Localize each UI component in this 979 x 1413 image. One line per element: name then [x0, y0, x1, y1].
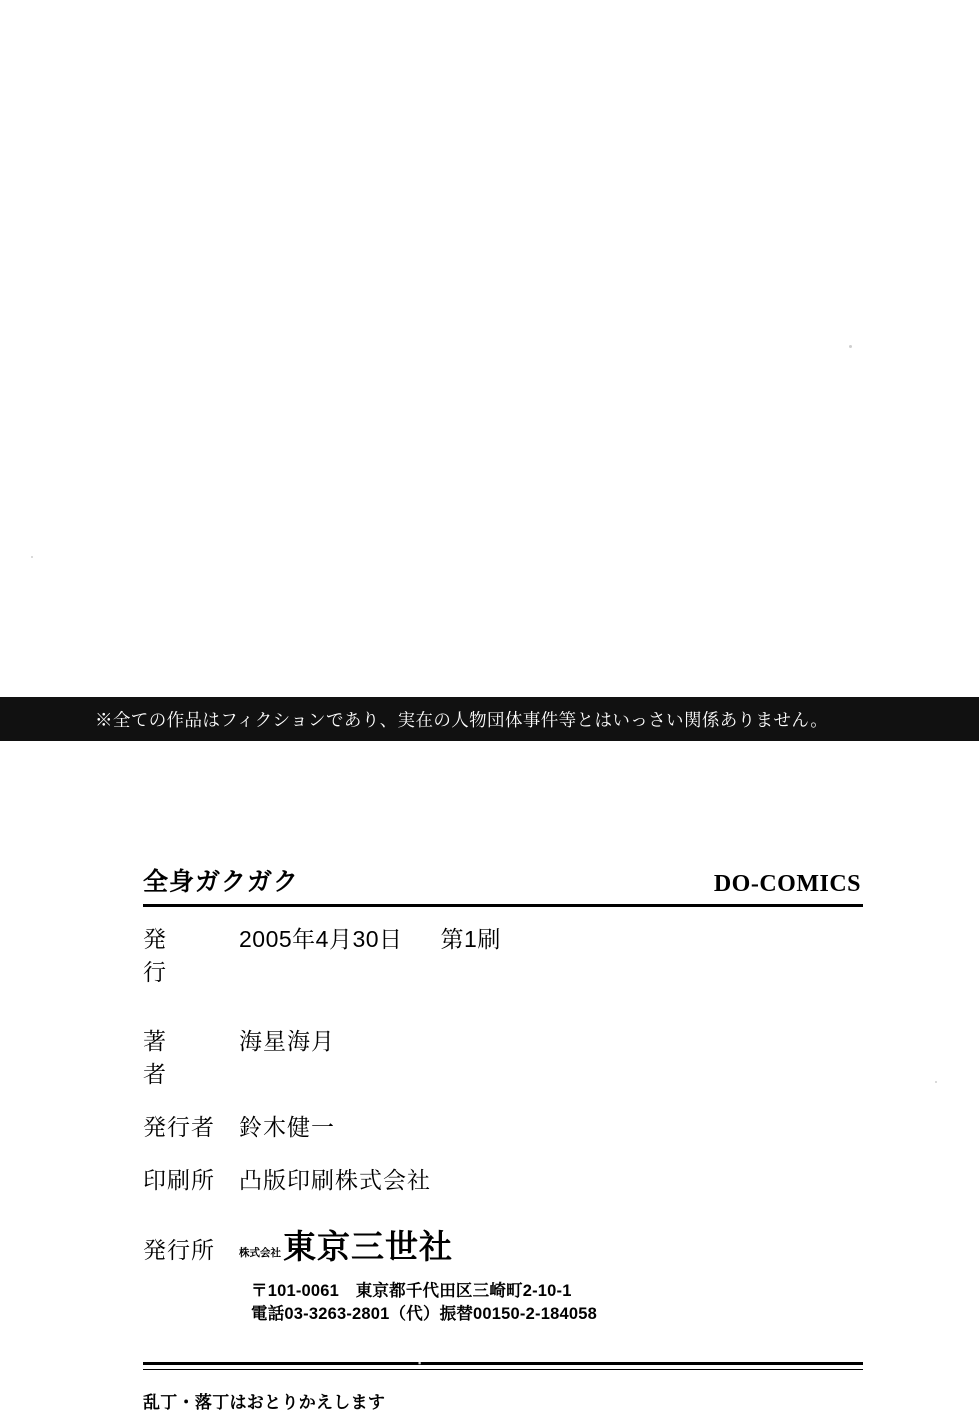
publication-row: [143, 921, 863, 987]
kabushiki-gaisha-mark: 株式会社: [239, 1247, 281, 1259]
scan-speck: [31, 556, 33, 558]
credit-row: [143, 1162, 863, 1195]
credit-label: 発行者: [143, 1114, 215, 1140]
bottom-rule-thin: [143, 1369, 863, 1371]
page-faint-mark: ▪: [418, 1358, 422, 1368]
title-rule-thick: [143, 904, 863, 907]
colophon-block: [143, 862, 863, 1413]
book-title: 全身ガクガク: [143, 868, 300, 896]
band-top-edge: [0, 697, 979, 698]
publisher-name: 東京三世社: [283, 1228, 453, 1265]
credit-row: [143, 1023, 863, 1089]
publication-label: 発 行: [143, 926, 217, 985]
publisher-address: [251, 1280, 863, 1326]
disclaimer-text: ※全ての作品はフィクションであり、実在の人物団体事件等とはいっさい関係ありません。: [95, 709, 829, 730]
credits-list: [143, 1023, 863, 1195]
bottom-rules: [143, 1362, 863, 1370]
exchange-note: 乱丁・落丁はおとりかえします: [143, 1393, 386, 1412]
address-line-1: 〒101-0061 東京都千代田区三崎町2-10-1: [251, 1282, 572, 1300]
credit-value: 凸版印刷株式会社: [239, 1167, 431, 1193]
imprint-label: DO-COMICS: [713, 871, 861, 897]
publisher-label: 発行所: [143, 1237, 215, 1263]
publication-edition: 第1刷: [440, 926, 501, 952]
credit-value: 鈴木健一: [239, 1114, 335, 1140]
publisher-row: [143, 1221, 863, 1268]
scan-speck: [849, 345, 852, 348]
title-row: [143, 862, 863, 902]
credit-row: [143, 1109, 863, 1142]
address-line-2: 電話03-3263-2801（代）振替00150-2-184058: [251, 1305, 597, 1323]
publication-date: 2005年4月30日: [239, 926, 403, 952]
credit-label: 著 者: [143, 1028, 217, 1087]
credit-value: 海星海月: [239, 1028, 335, 1054]
credit-label: 印刷所: [143, 1167, 215, 1193]
disclaimer-band: [0, 697, 979, 741]
band-bottom-edge: [0, 740, 979, 741]
scan-speck: [935, 1081, 937, 1083]
